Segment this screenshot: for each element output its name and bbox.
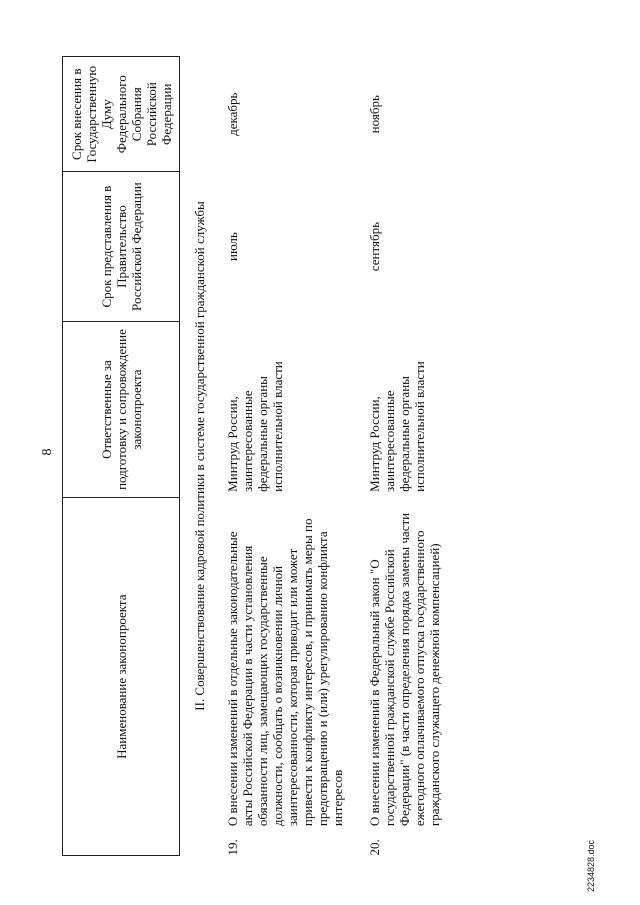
- row-duma-term: ноябрь: [367, 95, 382, 134]
- section-row: [180, 57, 224, 856]
- row-responsible: Минтруд России, заинтересованные федеральные органы исполнительной власти: [367, 361, 427, 492]
- row-bill-name: О внесении изменений в отдельные законодательные акты Российской Федерации в части установления обязанности лиц, замещающих государственные должности, сообщать о возникновении личной заинтересованности, которая приводит или может привести к конфликту интересов, и принимать меры по предотвращению и (или) урегулированию конфликта интересов: [225, 518, 345, 827]
- row-number: 20.: [367, 839, 382, 856]
- header-responsible: Ответственные за подготовку и сопровождение законопроекта: [63, 321, 180, 498]
- document-page: [40, 12, 600, 892]
- document-filename: 2234828.doc: [586, 839, 596, 892]
- header-name: Наименование законопроекта: [63, 498, 180, 856]
- row-government-term: сентябрь: [367, 221, 382, 272]
- section-title: II. Совершенствование кадровой политики в системе государственной гражданской службы: [192, 201, 207, 711]
- row-bill-name: О внесении изменений в Федеральный закон "О государственной гражданской службе Российской Федерации" (в части определения порядка замены части ежегодного оплачиваемого отпуска государственного гражданского служащего денежной компенсацией): [367, 512, 442, 827]
- header-government-term: Срок представления в Правительство Российской Федерации: [63, 172, 180, 321]
- row-government-term: июль: [225, 232, 240, 261]
- row-responsible: Минтруд России, заинтересованные федеральные органы исполнительной власти: [225, 361, 285, 492]
- table-row: [365, 57, 462, 856]
- table-row: [223, 57, 365, 856]
- row-number: 19.: [225, 839, 240, 856]
- row-duma-term: декабрь: [225, 92, 240, 136]
- bills-table: [62, 56, 462, 856]
- page-number: 8: [40, 448, 55, 456]
- table-header-row: [63, 57, 180, 856]
- header-duma-term: Срок внесения в Государственную Думу Федерального Собрания Российской Федерации: [63, 57, 180, 172]
